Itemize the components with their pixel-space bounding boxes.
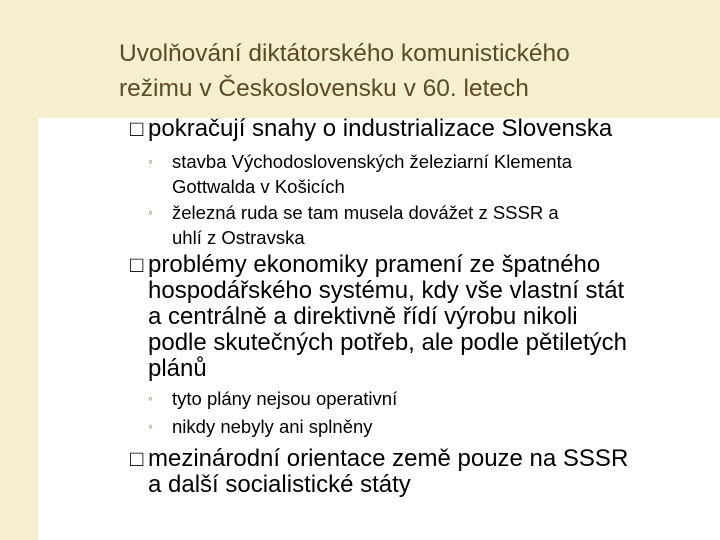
- sub-bullet-iron-ore: [148, 200, 708, 250]
- bullet-text-line: a centrálně a direktivně řídí výrobu nikoli: [148, 303, 578, 330]
- sub-bullet-text-line: stavba Východoslovenských železiarní Klementa: [172, 151, 573, 172]
- bullet-text-line: mezinárodní orientace země pouze na SSSR: [148, 445, 629, 472]
- circle-bullet-icon: ◦: [148, 153, 153, 169]
- bullet-text-line: plánů: [148, 355, 207, 382]
- square-bullet-icon: □: [130, 116, 144, 141]
- sub-bullet-plans-not-operative: [148, 386, 708, 411]
- circle-bullet-icon: ◦: [148, 418, 153, 434]
- bullet-text-line: a další socialistické státy: [148, 471, 411, 498]
- circle-bullet-icon: ◦: [148, 204, 153, 220]
- sub-bullet-text-line: nikdy nebyly ani splněny: [172, 416, 373, 437]
- bullet-international-orientation: [130, 446, 705, 498]
- sub-bullet-never-fulfilled: [148, 414, 708, 439]
- bullet-text-line: hospodářského systému, kdy vše vlastní stát: [148, 277, 625, 304]
- sub-bullet-text-line: Gottwalda v Košicích: [172, 176, 345, 197]
- sub-bullet-text-line: uhlí z Ostravska: [172, 227, 305, 248]
- square-bullet-icon: □: [130, 446, 144, 471]
- bullet-industrialization: [130, 116, 705, 142]
- bullet-text-line: problémy ekonomiky pramení ze špatného: [148, 251, 601, 278]
- title-line-1: Uvolňování diktátorského komunistického: [119, 40, 570, 67]
- bullet-economic-problems: [130, 252, 705, 382]
- square-bullet-icon: □: [130, 252, 144, 277]
- bullet-text-line: podle skutečných potřeb, ale podle pětiletých: [148, 329, 627, 356]
- sub-bullet-ironworks: [148, 149, 708, 199]
- circle-bullet-icon: ◦: [148, 390, 153, 406]
- bullet-text-line: pokračují snahy o industrializace Slovenska: [148, 115, 613, 142]
- sub-bullet-text-line: tyto plány nejsou operativní: [172, 388, 398, 409]
- sub-bullet-text-line: železná ruda se tam musela dovážet z SSSR a: [172, 202, 559, 223]
- title-line-2: režimu v Československu v 60. letech: [119, 75, 529, 102]
- slide-title: [119, 36, 699, 106]
